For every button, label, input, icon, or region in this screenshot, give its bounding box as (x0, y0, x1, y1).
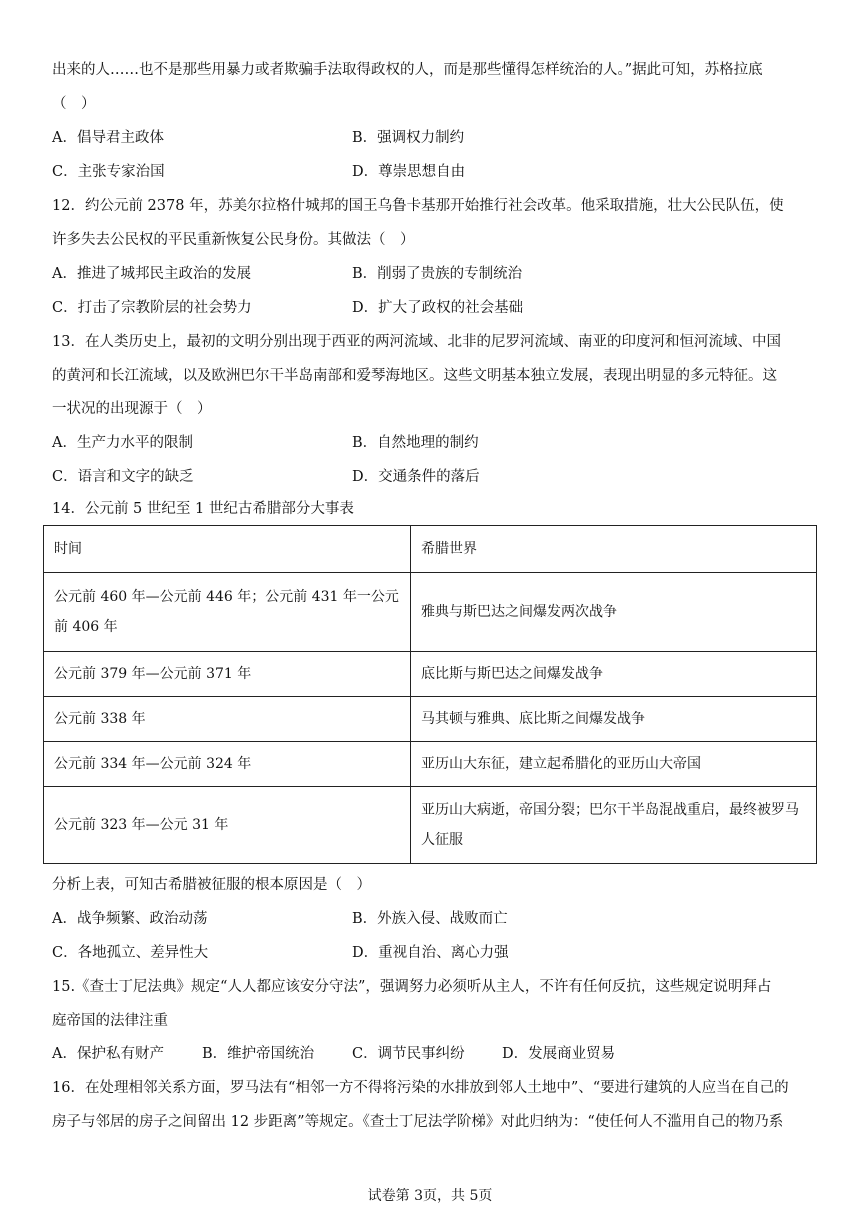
table-cell-time: 公元前 460 年—公元前 446 年；公元前 431 年一公元前 406 年 (44, 573, 411, 652)
table-cell-event: 底比斯与斯巴达之间爆发战争 (411, 652, 817, 697)
question-12-text-line: 12．约公元前 2378 年，苏美尔拉格什城邦的国王乌鲁卡基那开始推行社会改革。他采取措施，壮大公民队伍，使 (52, 198, 784, 214)
q15-option-d[interactable]: D．发展商业贸易 (502, 1046, 616, 1062)
table-cell-time: 公元前 334 年—公元前 324 年 (44, 742, 411, 787)
table-cell-event: 马其顿与雅典、底比斯之间爆发战争 (411, 697, 817, 742)
table-cell-time: 公元前 323 年—公元 31 年 (44, 787, 411, 864)
q12-option-d[interactable]: D．扩大了政权的社会基础 (352, 300, 524, 316)
table-header-row (44, 526, 817, 573)
q13-option-a[interactable]: A．生产力水平的限制 (52, 435, 193, 451)
q14-option-b[interactable]: B．外族入侵、战败而亡 (352, 911, 508, 927)
q15-option-a[interactable]: A．保护私有财产 (52, 1046, 164, 1062)
table-cell-time: 公元前 338 年 (44, 697, 411, 742)
table-cell-time: 公元前 379 年—公元前 371 年 (44, 652, 411, 697)
table-row (44, 652, 817, 697)
question-16-text-line: 房子与邻居的房子之间留出 12 步距离”等规定。《查士丁尼法学阶梯》对此归纳为：“使任何人不滥用自己的物乃系 (52, 1114, 784, 1130)
greek-events-table (43, 525, 817, 864)
question-15-text-line: 15.《查士丁尼法典》规定“人人都应该安分守法”，强调努力必须听从主人，不许有任何反抗，这些规定说明拜占 (52, 979, 772, 995)
q11-option-a[interactable]: A．倡导君主政体 (52, 130, 164, 146)
table-row (44, 697, 817, 742)
question-13-text-line: 13．在人类历史上，最初的文明分别出现于西亚的两河流域、北非的尼罗河流域、南亚的印度河和恒河流域、中国 (52, 334, 781, 350)
q13-option-b[interactable]: B．自然地理的制约 (352, 435, 479, 451)
table-header-cell: 希腊世界 (411, 526, 817, 573)
q15-option-b[interactable]: B．维护帝国统治 (202, 1046, 315, 1062)
table-cell-event: 亚历山大病逝，帝国分裂；巴尔干半岛混战重启，最终被罗马人征服 (411, 787, 817, 864)
q12-option-b[interactable]: B．削弱了贵族的专制统治 (352, 266, 523, 282)
table-header-cell: 时间 (44, 526, 411, 573)
question-13-text-line: 的黄河和长江流域，以及欧洲巴尔干半岛南部和爱琴海地区。这些文明基本独立发展，表现出明显的多元特征。这 (52, 368, 777, 384)
table-row (44, 787, 817, 864)
q15-option-c[interactable]: C．调节民事纠纷 (352, 1046, 465, 1062)
q12-option-c[interactable]: C．打击了宗教阶层的社会势力 (52, 300, 252, 316)
q11-option-b[interactable]: B．强调权力制约 (352, 130, 465, 146)
q11-option-c[interactable]: C．主张专家治国 (52, 164, 165, 180)
question-12-text-line: 许多失去公民权的平民重新恢复公民身份。其做法（ ） (52, 232, 415, 248)
question-15-text-line: 庭帝国的法律注重 (52, 1013, 168, 1029)
q12-option-a[interactable]: A．推进了城邦民主政治的发展 (52, 266, 251, 282)
table-row (44, 573, 817, 652)
question-16-text-line: 16．在处理相邻关系方面，罗马法有“相邻一方不得将污染的水排放到邻人土地中”、“要进行建筑的人应当在自己的 (52, 1080, 789, 1096)
table-cell-event: 雅典与斯巴达之间爆发两次战争 (411, 573, 817, 652)
table-cell-event: 亚历山大东征，建立起希腊化的亚历山大帝国 (411, 742, 817, 787)
table-row (44, 742, 817, 787)
q14-option-a[interactable]: A．战争频繁、政治动荡 (52, 911, 208, 927)
q14-option-d[interactable]: D．重视自治、离心力强 (352, 945, 509, 961)
q13-option-c[interactable]: C．语言和文字的缺乏 (52, 469, 194, 485)
question-11-text-line: 出来的人……也不是那些用暴力或者欺骗手法取得政权的人，而是那些懂得怎样统治的人。”据此可知，苏格拉底 (52, 62, 763, 78)
question-14-text-line: 分析上表，可知古希腊被征服的根本原因是（ ） (52, 877, 371, 893)
question-13-text-line: 一状况的出现源于（ ） (52, 401, 212, 417)
q14-option-c[interactable]: C．各地孤立、差异性大 (52, 945, 209, 961)
question-11-blank: （ ） (52, 96, 96, 112)
q11-option-d[interactable]: D．尊崇思想自由 (352, 164, 466, 180)
page-footer: 试卷第 3页，共 5页 (367, 1188, 493, 1204)
q13-option-d[interactable]: D．交通条件的落后 (352, 469, 480, 485)
question-14-text-line: 14．公元前 5 世纪至 1 世纪古希腊部分大事表 (52, 501, 354, 517)
